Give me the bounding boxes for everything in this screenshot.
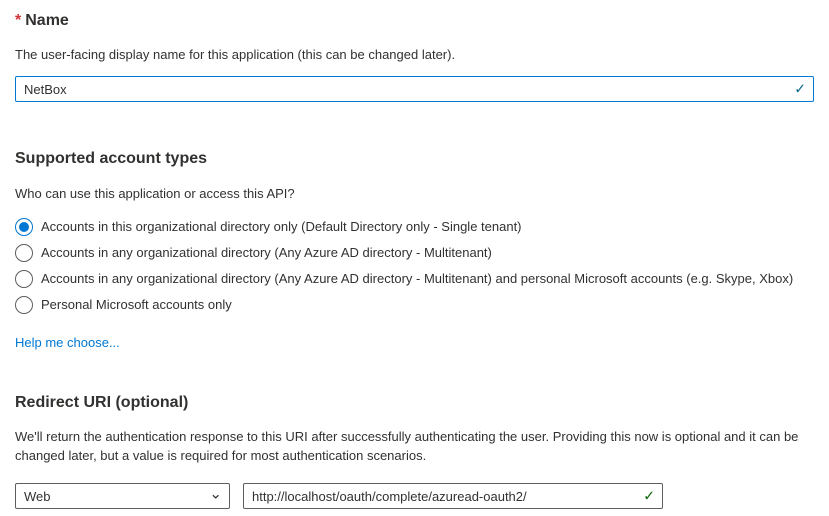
- redirect-uri-heading: Redirect URI (optional): [15, 394, 189, 411]
- radio-option-label: Accounts in this organizational directory only (Default Directory only - Single tenant): [41, 219, 522, 234]
- name-description: The user-facing display name for this application (this can be changed later).: [15, 47, 456, 62]
- radio-button-icon[interactable]: [15, 296, 33, 314]
- radio-option-single-tenant[interactable]: [15, 214, 814, 240]
- redirect-uri-input[interactable]: [243, 483, 663, 509]
- redirect-uri-section: [15, 392, 814, 509]
- name-heading-label: Name: [25, 12, 69, 29]
- account-types-heading: Supported account types: [15, 150, 208, 167]
- name-section-heading: [15, 10, 814, 32]
- platform-select-value: Web: [24, 488, 51, 504]
- chevron-down-icon: ⌄: [209, 485, 222, 503]
- radio-option-label: Accounts in any organizational directory (Any Azure AD directory - Multitenant): [41, 245, 492, 260]
- redirect-uri-input-wrap: [243, 483, 663, 509]
- radio-button-icon[interactable]: [15, 244, 33, 262]
- radio-button-icon[interactable]: [15, 218, 33, 236]
- supported-account-types-section: [15, 148, 814, 352]
- radio-option-label: Accounts in any organizational directory (Any Azure AD directory - Multitenant) and personal Microsoft accounts (e.g. Skype, Xbox): [41, 271, 794, 286]
- radio-button-icon[interactable]: [15, 270, 33, 288]
- valid-check-icon: ✓: [794, 80, 806, 97]
- radio-option-personal-only[interactable]: [15, 292, 814, 318]
- platform-select[interactable]: [15, 483, 230, 509]
- account-types-radio-group: [15, 214, 814, 318]
- name-input[interactable]: [15, 76, 814, 102]
- name-input-wrap: [15, 76, 814, 102]
- valid-check-icon: ✓: [643, 487, 655, 504]
- redirect-uri-description: We'll return the authentication response to this URI after successfully authenticating the user. Providing this now is optional and it can be changed later, but a value is required for most authentication scenarios.: [15, 429, 799, 463]
- help-me-choose-link[interactable]: Help me choose...: [15, 335, 120, 350]
- radio-option-multitenant-personal[interactable]: [15, 266, 814, 292]
- radio-option-multitenant[interactable]: [15, 240, 814, 266]
- required-asterisk: *: [15, 12, 22, 29]
- radio-option-label: Personal Microsoft accounts only: [41, 297, 232, 312]
- account-types-question: Who can use this application or access this API?: [15, 186, 295, 201]
- redirect-uri-controls: [15, 483, 814, 509]
